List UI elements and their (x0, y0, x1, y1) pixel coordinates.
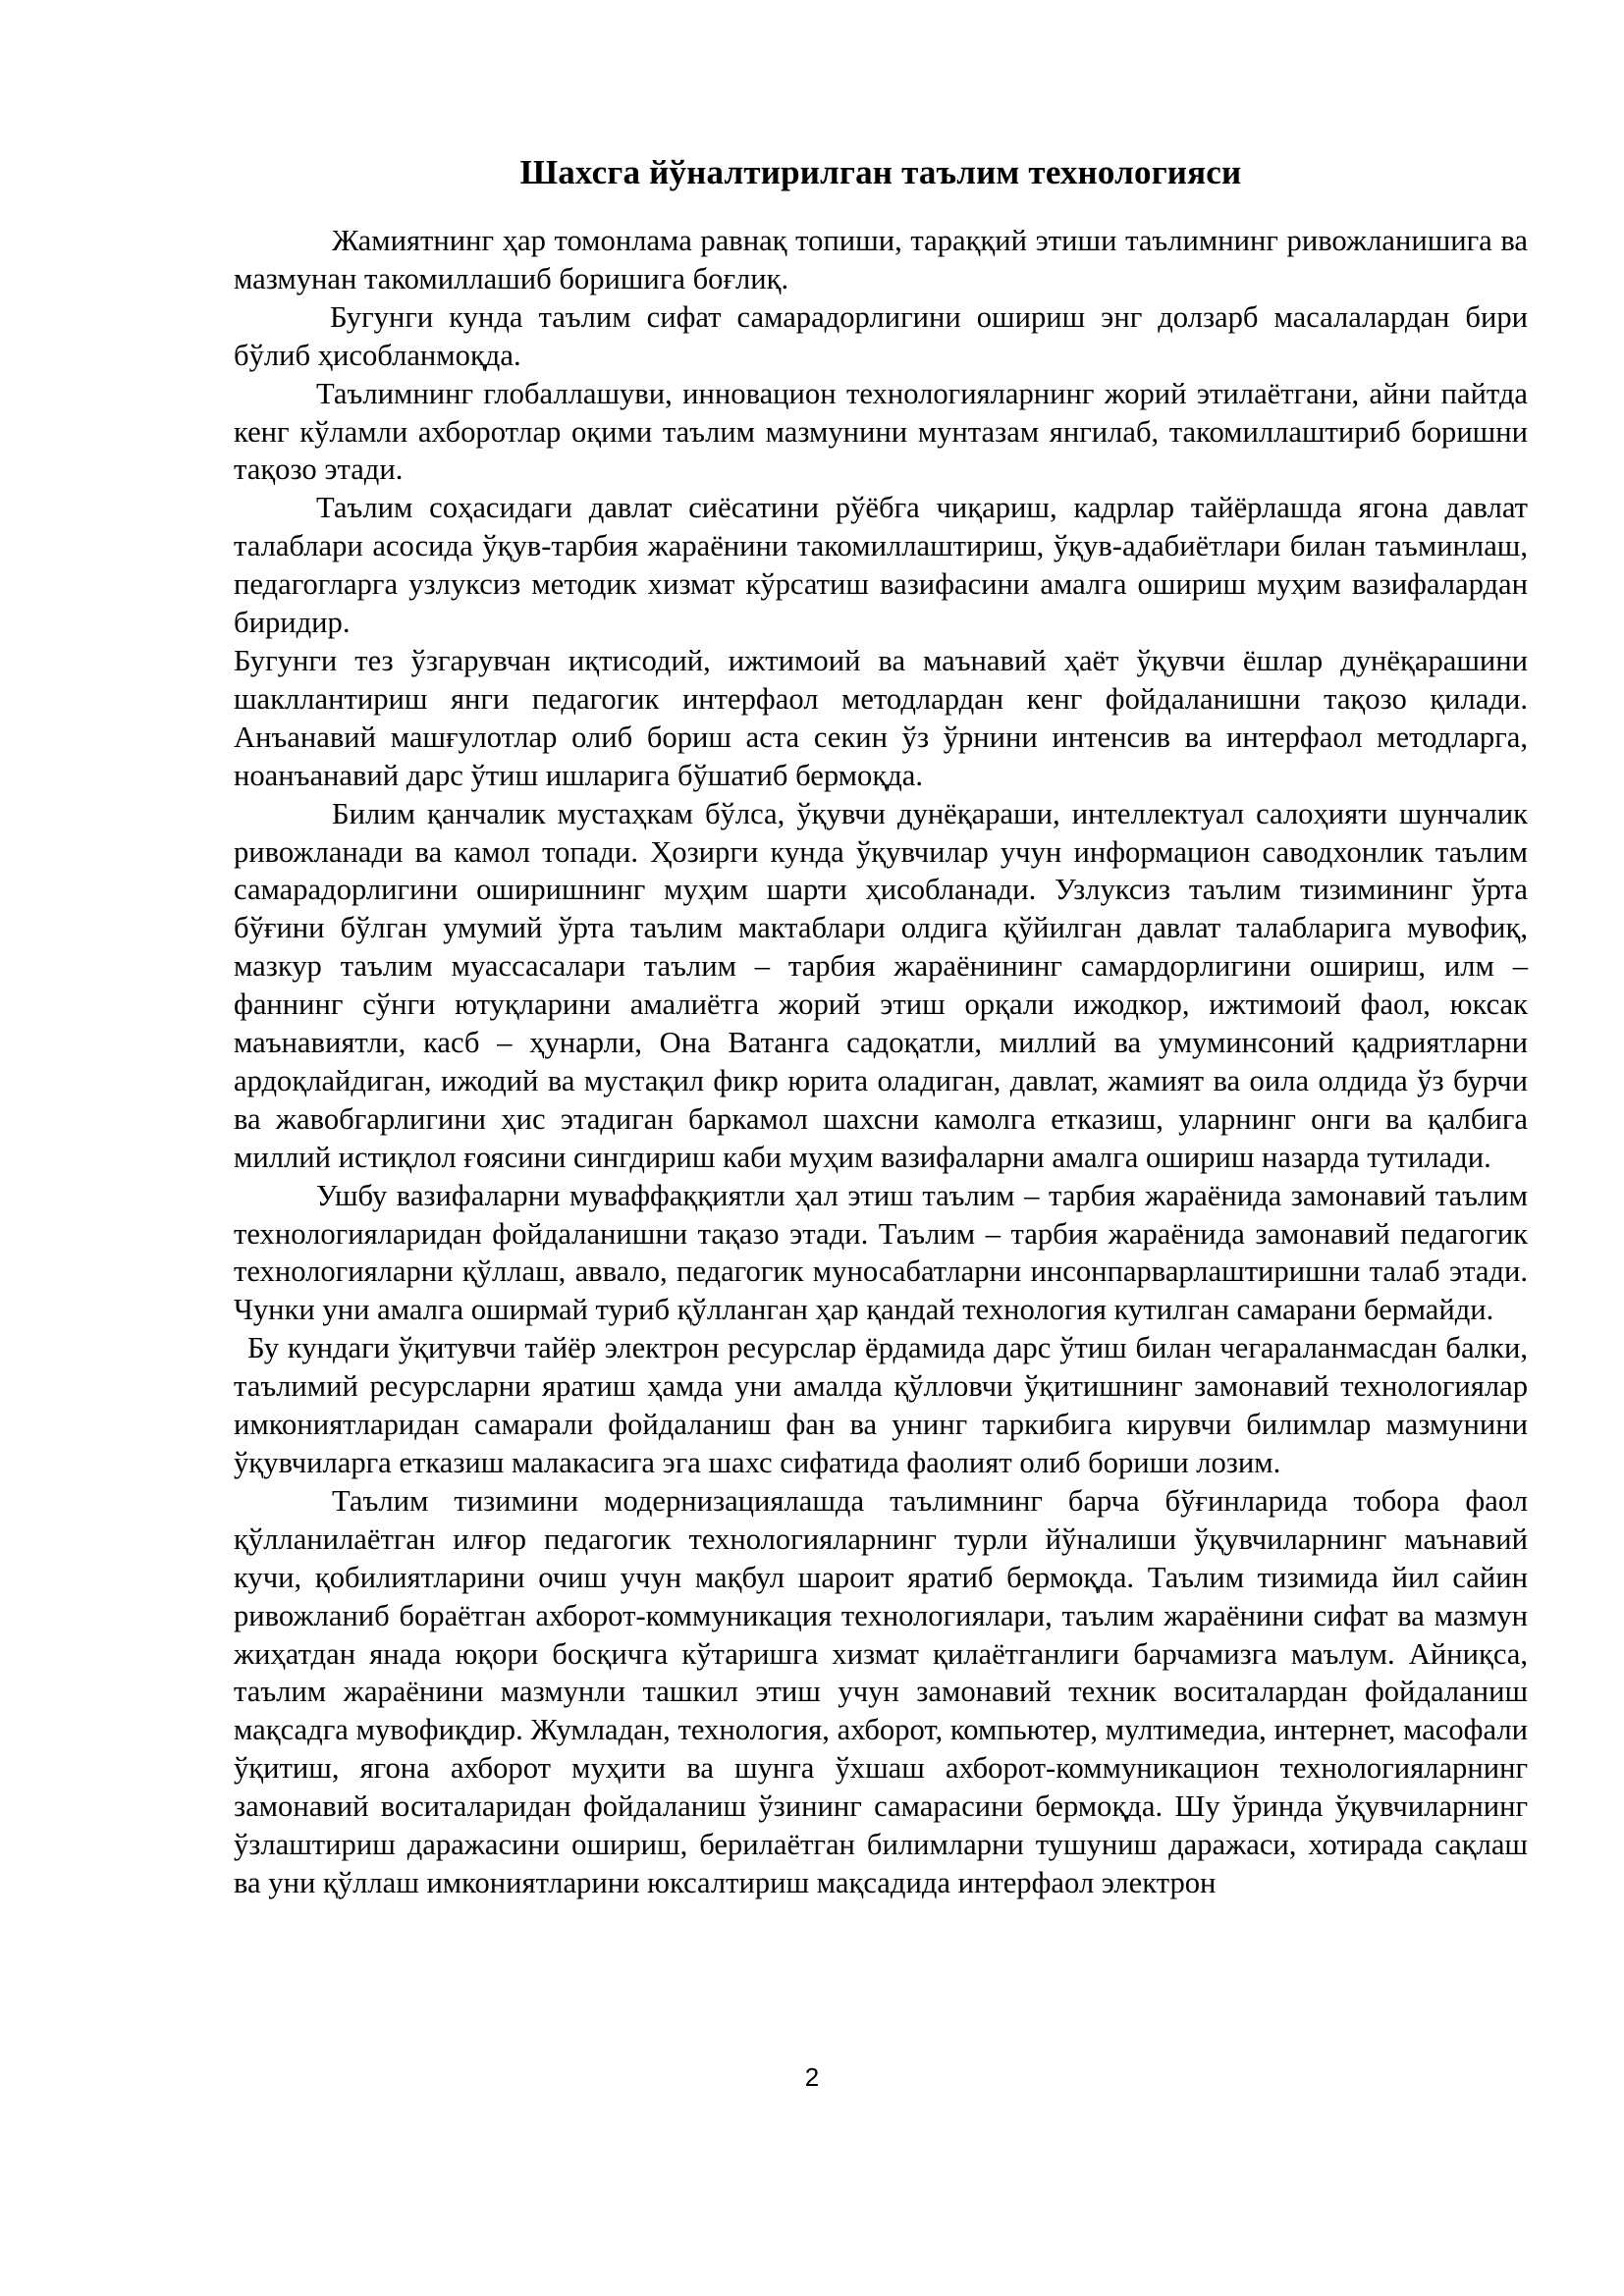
paragraph-3: Таълимнинг глобаллашуви, инновацион технологияларнинг жорий этилаётгани, айни пайтда кенг кўламли ахборотлар оқими таълим мазмунини мунтазам янгилаб, такомиллаштириб боришни тақозо этади. (234, 376, 1528, 487)
page-content (234, 149, 1528, 1902)
paragraph-4: Таълим соҳасидаги давлат сиёсатини рўёбга чиқариш, кадрлар тайёрлашда ягона давлат талаблари асосида ўқув-тарбия жараёнини такомиллаштириш, ўқув-адабиётлари билан таъминлаш, педагогларга узлуксиз методик хизмат кўрсатиш вазифасини амалга ошириш муҳим вазифалардан биридир. (234, 491, 1528, 640)
page-number: 2 (804, 2062, 820, 2092)
paragraph-7: Ушбу вазифаларни муваффаққиятли ҳал этиш таълим – тарбия жараёнида замонавий таълим технологияларидан фойдаланишни тақазо этади. Таълим – тарбия жараёнида замонавий педагогик технологияларни қўллаш, аввало, педагогик муносабатларни инсонпарварлаштиришни талаб этади. Чунки уни амалга оширмай туриб қўлланган ҳар қандай технология кутилган самарани бермайди. (234, 1178, 1528, 1327)
paragraph-5: Бугунги тез ўзгарувчан иқтисодий, ижтимоий ва маънавий ҳаёт ўқувчи ёшлар дунёқарашини шакллантириш янги педагогик интерфаол методлардан кенг фойдаланишни тақозо қилади. Анъанавий машғулотлар олиб бориш аста секин ўз ўрнини интенсив ва интерфаол методларга, ноанъанавий дарс ўтиш ишларига бўшатиб бермоқда. (234, 643, 1528, 792)
paragraph-6: Билим қанчалик мустаҳкам бўлса, ўқувчи дунёқараши, интеллектуал салоҳияти шунчалик ривожланади ва камол топади. Ҳозирги кунда ўқувчилар учун информацион саводхонлик таълим самарадорлигини оширишнинг муҳим шарти ҳисобланади. Узлуксиз таълим тизимининг ўрта бўғини бўлган умумий ўрта таълим мактаблари олдига қўйилган давлат талабларига мувофиқ, мазкур таълим муассасалари таълим – тарбия жараёнининг самардорлигини ошириш, илм – фаннинг сўнги ютуқларини амалиётга жорий этиш орқали ижодкор, ижтимоий фаол, юксак маънавиятли, касб – ҳунарли, Она Ватанга садоқатли, миллий ва умуминсоний қадриятларни ардоқлайдиган, ижодий ва мустақил фикр юрита оладиган, давлат, жамият ва оила олдида ўз бурчи ва жавобгарлигини ҳис этадиган баркамол шахсни камолга етказиш, уларнинг онги ва қалбига миллий истиқлол ғоясини сингдириш каби муҳим вазифаларни амалга ошириш назарда тутилади. (234, 796, 1528, 1174)
paragraph-1: Жамиятнинг ҳар томонлама равнақ топиши, тараққий этиши таълимнинг ривожланишига ва мазмунан такомиллашиб боришига боғлиқ. (234, 224, 1528, 295)
paragraph-9: Таълим тизимини модернизациялашда таълимнинг барча бўғинларида тобора фаол қўлланилаётган илғор педагогик технологияларнинг турли йўналиши ўқувчиларнинг маънавий кучи, қобилиятларини очиш учун мақбул шароит яратиб бермоқда. Таълим тизимида йил сайин ривожланиб бораётган ахборот-коммуникация технологиялари, таълим жараёнини сифат ва мазмун жиҳатдан янада юқори босқичга кўтаришга хизмат қилаётганлиги барчамизга маълум. Айниқса, таълим жараёнини мазмунли ташкил этиш учун замонавий техник воситалардан фойдаланиш мақсадга мувофиқдир. Жумладан, технология, ахборот, компьютер, мултимедиа, интернет, масофали ўқитиш, ягона ахборот муҳити ва шунга ўхшаш ахборот-коммуникацион технологияларнинг замонавий воситаларидан фойдаланиш ўзининг самарасини бермоқда. Шу ўринда ўқувчиларнинг ўзлаштириш даражасини ошириш, берилаётган билимларни тушуниш даражаси, хотирада сақлаш ва уни қўллаш имкониятларини юксалтириш мақсадида интерфаол электрон (234, 1483, 1528, 1899)
paragraph-8: Бу кундаги ўқитувчи тайёр электрон ресурслар ёрдамида дарс ўтиш билан чегараланмасдан балки, таълимий ресурсларни яратиш ҳамда уни амалда қўлловчи ўқитишнинг замонавий технологиялар имкониятларидан самарали фойдаланиш фан ва унинг таркибига кирувчи билимлар мазмунини ўқувчиларга етказиш малакасига эга шахс сифатида фаолият олиб бориши лозим. (234, 1331, 1528, 1479)
paragraph-2: Бугунги кунда таълим сифат самарадорлигини ошириш энг долзарб масалалардан бири бўлиб ҳисобланмоқда. (234, 299, 1528, 372)
document-title: Шахсга йўналтирилган таълим технологияси (519, 153, 1242, 191)
